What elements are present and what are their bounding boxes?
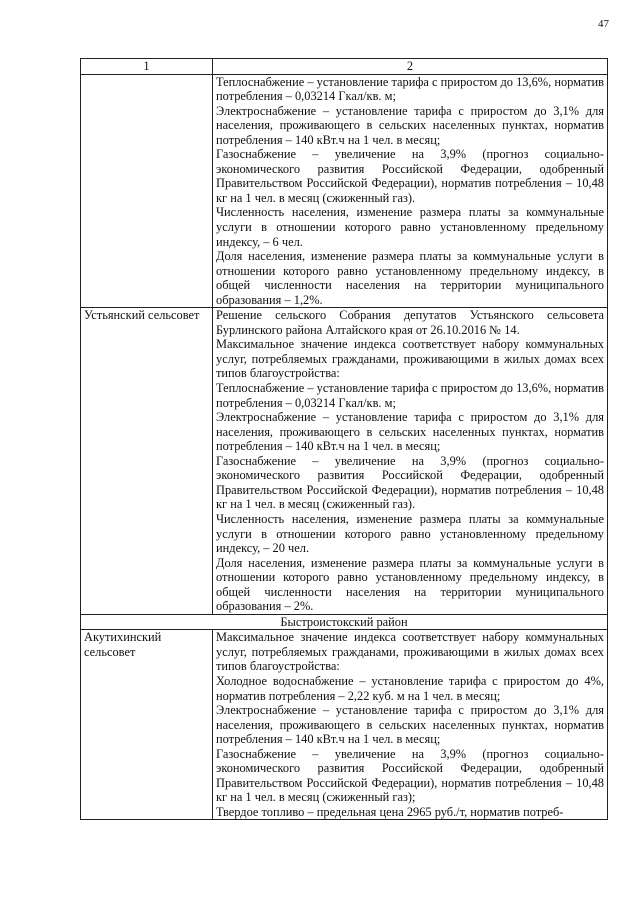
paragraph: Твердое топливо – предельная цена 2965 руб./т, норматив потреб- [216, 804, 564, 819]
paragraph: Доля населения, изменение размера платы за коммунальные услуги в отношении которого равно установленному предельному индексу, в общей численности населения на территории муниципального образования – 2%. [216, 555, 604, 614]
district-section-row [81, 614, 608, 630]
paragraph: Холодное водоснабжение – установление тарифа с приростом до 4%, норматив потребления – 2,22 куб. м на 1 чел. в месяц; [216, 673, 604, 703]
table-row [81, 74, 608, 308]
paragraph: Электроснабжение – установление тарифа с приростом до 3,1% для населения, проживающего в сельских населенных пунктах, норматив потребления – 140 кВт.ч на 1 чел. в месяц; [216, 410, 604, 454]
document-table [80, 58, 608, 820]
district-title: Быстроистокский район [81, 614, 608, 630]
table-row [81, 308, 608, 614]
municipality-name: Устьянский сельсовет [81, 308, 213, 614]
paragraph: Газоснабжение – увеличение на 3,9% (прогноз социально-экономического развития Российской Федерации, одобренный Правительством Российской Федерации), норматив потребления – 10,48 кг на 1 чел. в месяц (сжиженный газ). [216, 453, 604, 512]
paragraph: Электроснабжение – установление тарифа с приростом до 3,1% для населения, проживающего в сельских населенных пунктах, норматив потребления – 140 кВт.ч на 1 чел. в месяц; [216, 703, 604, 747]
paragraph: Электроснабжение – установление тарифа с приростом до 3,1% для населения, проживающего в сельских населенных пунктах, норматив потребления – 140 кВт.ч на 1 чел. в месяц; [216, 103, 604, 147]
municipality-details [213, 308, 608, 614]
municipality-details [213, 74, 608, 308]
table-row [81, 630, 608, 820]
paragraph: Решение сельского Собрания депутатов Устьянского сельсовета Бурлинского района Алтайского края от 26.10.2016 № 14. [216, 308, 604, 337]
paragraph: Численность населения, изменение размера платы за коммунальные услуги в отношении которого равно установленному предельному индексу, – 6 чел. [216, 205, 604, 249]
municipality-name [81, 74, 213, 308]
page-number: 47 [598, 18, 609, 30]
header-col-1: 1 [81, 59, 213, 75]
paragraph: Численность населения, изменение размера платы за коммунальные услуги в отношении которого равно установленному предельному индексу, – 20 чел. [216, 511, 604, 556]
municipality-details [213, 630, 608, 820]
paragraph: Газоснабжение – увеличение на 3,9% (прогноз социально-экономического развития Российской Федерации, одобренный Правительством Российской Федерации), норматив потребления – 10,48 кг на 1 чел. в месяц (сжиженный газ); [216, 746, 604, 805]
table-header-row [81, 59, 608, 75]
paragraph: Максимальное значение индекса соответствует набору коммунальных услуг, потребляемых гражданами, проживающими в жилых домах всех типов благоустройства: [216, 337, 604, 381]
paragraph: Теплоснабжение – установление тарифа с приростом до 13,6%, норматив потребления – 0,03214 Гкал/кв. м; [216, 74, 604, 104]
municipality-name: Акутихинский сельсовет [81, 630, 213, 820]
paragraph: Доля населения, изменение размера платы за коммунальные услуги в отношении которого равно установленному предельному индексу, в общей численности населения на территории муниципального образования – 1,2%. [216, 249, 604, 307]
header-col-2: 2 [213, 59, 608, 75]
paragraph: Газоснабжение – увеличение на 3,9% (прогноз социально-экономического развития Российской Федерации, одобренный Правительством Российской Федерации), норматив потребления – 10,48 кг на 1 чел. в месяц (сжиженный газ). [216, 147, 604, 205]
paragraph: Максимальное значение индекса соответствует набору коммунальных услуг, потребляемых гражданами, проживающими в жилых домах всех типов благоустройства: [216, 630, 604, 674]
paragraph: Теплоснабжение – установление тарифа с приростом до 13,6%, норматив потребления – 0,03214 Гкал/кв. м; [216, 381, 604, 410]
